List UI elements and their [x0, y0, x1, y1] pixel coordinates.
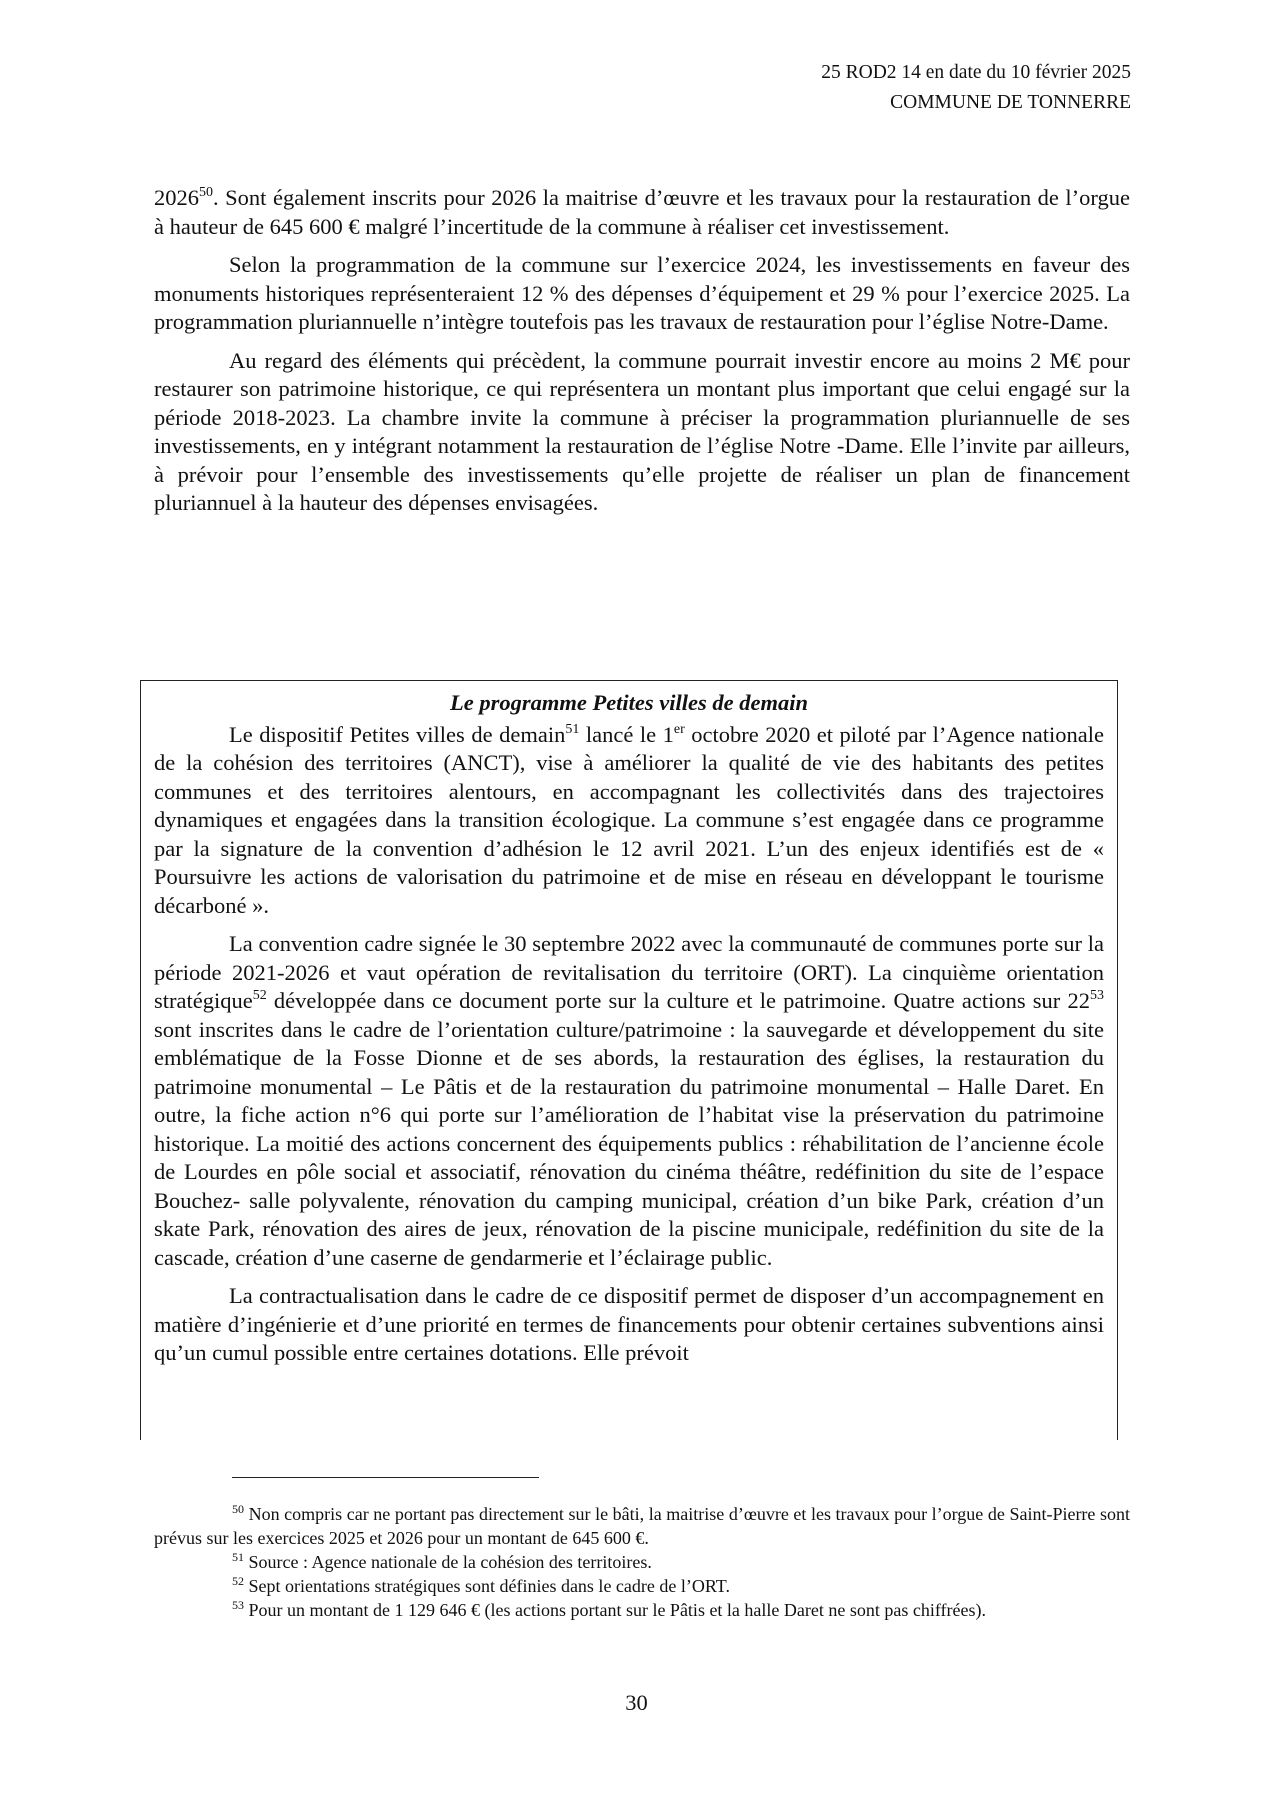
body-paragraph-3: Au regard des éléments qui précèdent, la commune pourrait investir encore au moins 2 M€ pour restaurer son patrimoine historique, ce qui représentera un montant plus important que celui engagé sur la période 2018-2023. La chambre invite la commune à préciser la programmation pluriannuelle de ses investissements, en y intégrant notamment la restauration de l’église Notre -Dame. Elle l’invite par ailleurs, à prévoir pour l’ensemble des investissements qu’elle projette de réaliser un plan de financement pluriannuel à la hauteur des dépenses envisagées.	[154, 347, 1130, 515]
box-text: octobre 2020 et piloté par l’Agence nationale de la cohésion des territoires (ANCT), vise à améliorer la qualité de vie des habitants des petites communes et des territoires alentours, en accompagnant les collectivités dans des trajectoires dynamiques et engagées dans la transition écologique. La commune s’est engagée dans ce programme par la signature de la convention d’adhésion le 12 avril 2021. L’un des enjeux identifiés est de « Poursuivre les actions de valorisation du patrimoine et de mise en réseau en développant le tourisme décarboné ».	[154, 721, 1105, 918]
ordinal-superscript: er	[673, 721, 685, 737]
body-paragraph-2: Selon la programmation de la commune sur l’exercice 2024, les investissements en faveur des monuments historiques représenteraient 12 % des dépenses d’équipement et 29 % pour l’exercice 2025. La programmation pluriannuelle n’intègre toutefois pas les travaux de restauration pour l’église Notre-Dame.	[154, 252, 1130, 334]
footnote-text: Source : Agence nationale de la cohésion des territoires.	[244, 1552, 652, 1572]
body-text: 2026	[154, 185, 199, 210]
body-paragraph-1	[154, 184, 1130, 241]
footnote-ref-50[interactable]: 50	[199, 185, 213, 200]
body-text: . Sont également inscrits pour 2026 la maitrise d’œuvre et les travaux pour la restauration de l’orgue à hauteur de 645 600 € malgré l’incertitude de la commune à réaliser cet investissement.	[154, 185, 1130, 239]
footnote-text: Sept orientations stratégiques sont définies dans le cadre de l’ORT.	[244, 1576, 730, 1596]
footnote-ref-53[interactable]: 53	[1090, 988, 1104, 1003]
footnote-51	[154, 1550, 1130, 1574]
page-header	[821, 58, 1131, 118]
footnote-ref-52[interactable]: 52	[252, 988, 267, 1003]
footnote-number: 53	[232, 1598, 244, 1612]
main-body	[154, 184, 1130, 528]
header-reference: 25 ROD2 14 en date du 10 février 2025	[821, 62, 1131, 83]
box-paragraph-2	[154, 930, 1104, 1272]
box-title: Le programme Petites villes de demain	[449, 690, 809, 715]
footnote-ref-51[interactable]: 51	[565, 721, 580, 737]
footnote-separator	[232, 1477, 539, 1478]
info-box	[140, 680, 1118, 1440]
footnote-53	[154, 1598, 1130, 1622]
box-text: lancé le 1	[579, 721, 674, 747]
header-commune: COMMUNE DE TONNERRE	[890, 92, 1131, 113]
box-paragraph-1	[154, 721, 1104, 921]
footnotes	[154, 1502, 1130, 1622]
box-text: La convention cadre signée le 30 septembre 2022 avec la communauté de communes porte sur la période 2021-2026 et vaut opération de revitalisation du territoire (ORT). La cinquième orientation stratégique	[154, 931, 1104, 1013]
page-number: 30	[625, 1690, 648, 1715]
footnote-number: 52	[232, 1574, 244, 1588]
footnote-number: 50	[232, 1502, 244, 1516]
footnote-text: Pour un montant de 1 129 646 € (les actions portant sur le Pâtis et la halle Daret ne sont pas chiffrées).	[244, 1600, 986, 1620]
footnote-52	[154, 1574, 1130, 1598]
box-paragraph-3: La contractualisation dans le cadre de ce dispositif permet de disposer d’un accompagnement en matière d’ingénierie et d’une priorité en termes de financements pour obtenir certaines subventions ainsi qu’un cumul possible entre certaines dotations. Elle prévoit	[154, 1283, 1104, 1365]
footnote-number: 51	[232, 1550, 244, 1564]
box-text: sont inscrites dans le cadre de l’orientation culture/patrimoine : la sauvegarde et développement du site emblématique de la Fosse Dionne et de ses abords, la restauration des églises, la restauration du patrimoine monumental – Le Pâtis et de la restauration du patrimoine monumental – Halle Daret. En outre, la fiche action n°6 qui porte sur l’amélioration de l’habitat vise la préservation du patrimoine historique. La moitié des actions concernent des équipements publics : réhabilitation de l’ancienne école de Lourdes en pôle social et associatif, rénovation du cinéma théâtre, redéfinition du site de l’espace Bouchez- salle polyvalente, rénovation du camping municipal, création d’un bike Park, création d’un skate Park, rénovation des aires de jeux, rénovation de la piscine municipale, redéfinition du site de la cascade, création d’une caserne de gendarmerie et l’éclairage public.	[154, 1016, 1104, 1270]
footnote-text: Non compris car ne portant pas directement sur le bâti, la maitrise d’œuvre et les travaux pour l’orgue de Saint-Pierre sont prévus sur les exercices 2025 et 2026 pour un montant de 645 600 €.	[154, 1504, 1130, 1548]
box-text: développée dans ce document porte sur la culture et le patrimoine. Quatre actions sur 22	[266, 988, 1090, 1013]
box-text: Le dispositif Petites villes de demain	[229, 721, 566, 747]
footnote-50	[154, 1502, 1130, 1550]
